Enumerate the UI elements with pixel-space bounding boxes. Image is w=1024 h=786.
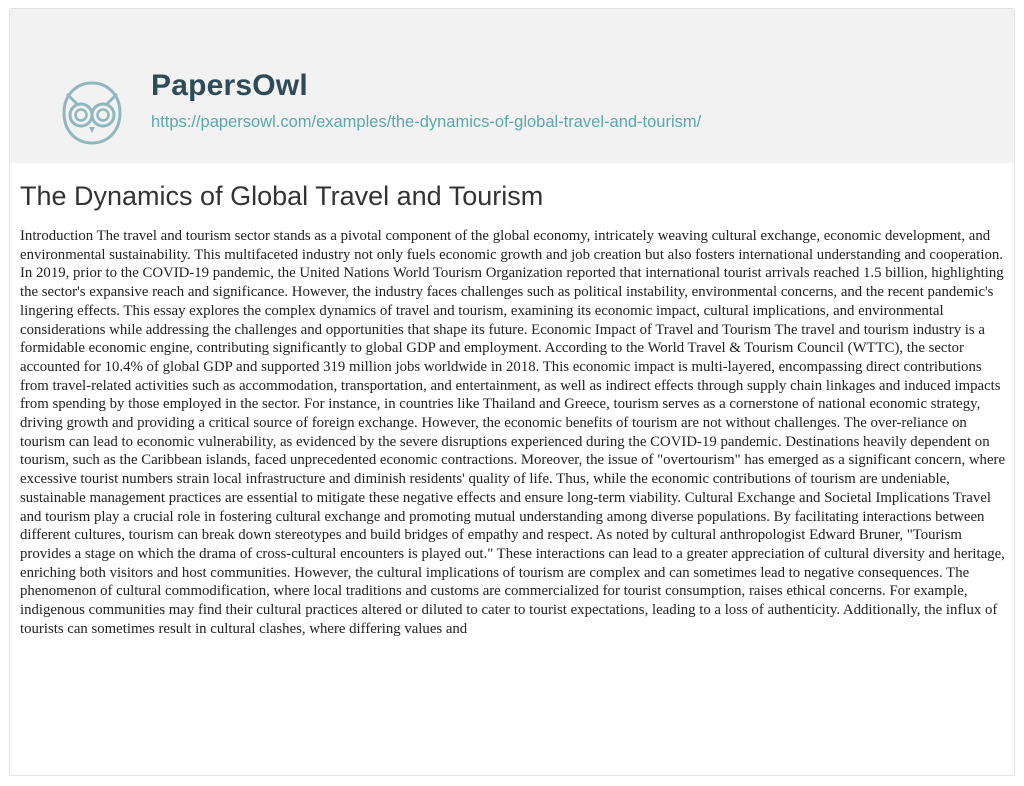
site-header bbox=[10, 9, 1014, 163]
essay-title: The Dynamics of Global Travel and Tourism bbox=[20, 181, 544, 211]
brand-name[interactable]: PapersOwl bbox=[151, 69, 308, 102]
source-url-link[interactable]: https://papersowl.com/examples/the-dynamics-of-global-travel-and-tourism/ bbox=[151, 113, 702, 131]
owl-logo-icon[interactable] bbox=[56, 77, 128, 149]
essay-body: Introduction The travel and tourism sector stands as a pivotal component of the global economy, intricately weaving cultural exchange, economic development, and environmental sustainability. This multifaceted industry not only fuels economic growth and job creation but also fosters international understanding and cooperation. In 2019, prior to the COVID-19 pandemic, the United Nations World Tourism Organization reported that international tourist arrivals reached 1.5 billion, highlighting the sector's expansive reach and significance. However, the industry faces challenges such as political instability, environmental concerns, and the recent pandemic's lingering effects. This essay explores the complex dynamics of travel and tourism, examining its economic impact, cultural implications, and environmental considerations while addressing the challenges and opportunities that shape its future. Economic Impact of Travel and Tourism The travel and tourism industry is a formidable economic engine, contributing significantly to global GDP and employment. According to the World Travel & Tourism Council (WTTC), the sector accounted for 10.4% of global GDP and supported 319 million jobs worldwide in 2018. This economic impact is multi-layered, encompassing direct contributions from travel-related activities such as accommodation, transportation, and entertainment, as well as indirect effects through supply chain linkages and induced impacts from spending by those employed in the sector. For instance, in countries like Thailand and Greece, tourism serves as a cornerstone of national economic strategy, driving growth and providing a critical source of foreign exchange. However, the economic benefits of tourism are not without challenges. The over-reliance on tourism can lead to economic vulnerability, as evidenced by the severe disruptions experienced during the COVID-19 pandemic. Destinations heavily dependent on tourism, such as the Caribbean islands, faced unprecedented economic contractions. Moreover, the issue of "overtourism" has emerged as a significant concern, where excessive tourist numbers strain local infrastructure and diminish residents' quality of life. Thus, while the economic contributions of tourism are undeniable, sustainable management practices are essential to mitigate these negative effects and ensure long-term viability. Cultural Exchange and Societal Implications Travel and tourism play a crucial role in fostering cultural exchange and promoting mutual understanding among diverse populations. By facilitating interactions between different cultures, tourism can break down stereotypes and build bridges of empathy and respect. As noted by cultural anthropologist Edward Bruner, "Tourism provides a stage on which the drama of cross-cultural encounters is played out." These interactions can lead to a greater appreciation of cultural diversity and heritage, enriching both visitors and host communities. However, the cultural implications of tourism are complex and can sometimes lead to negative consequences. The phenomenon of cultural commodification, where local traditions and customs are commercialized for tourist consumption, raises ethical concerns. For example, indigenous communities may find their cultural practices altered or diluted to cater to tourist expectations, leading to a loss of authenticity. Additionally, the influx of tourists can sometimes result in cultural clashes, where differing values and bbox=[20, 228, 1006, 637]
document-page bbox=[9, 8, 1015, 776]
